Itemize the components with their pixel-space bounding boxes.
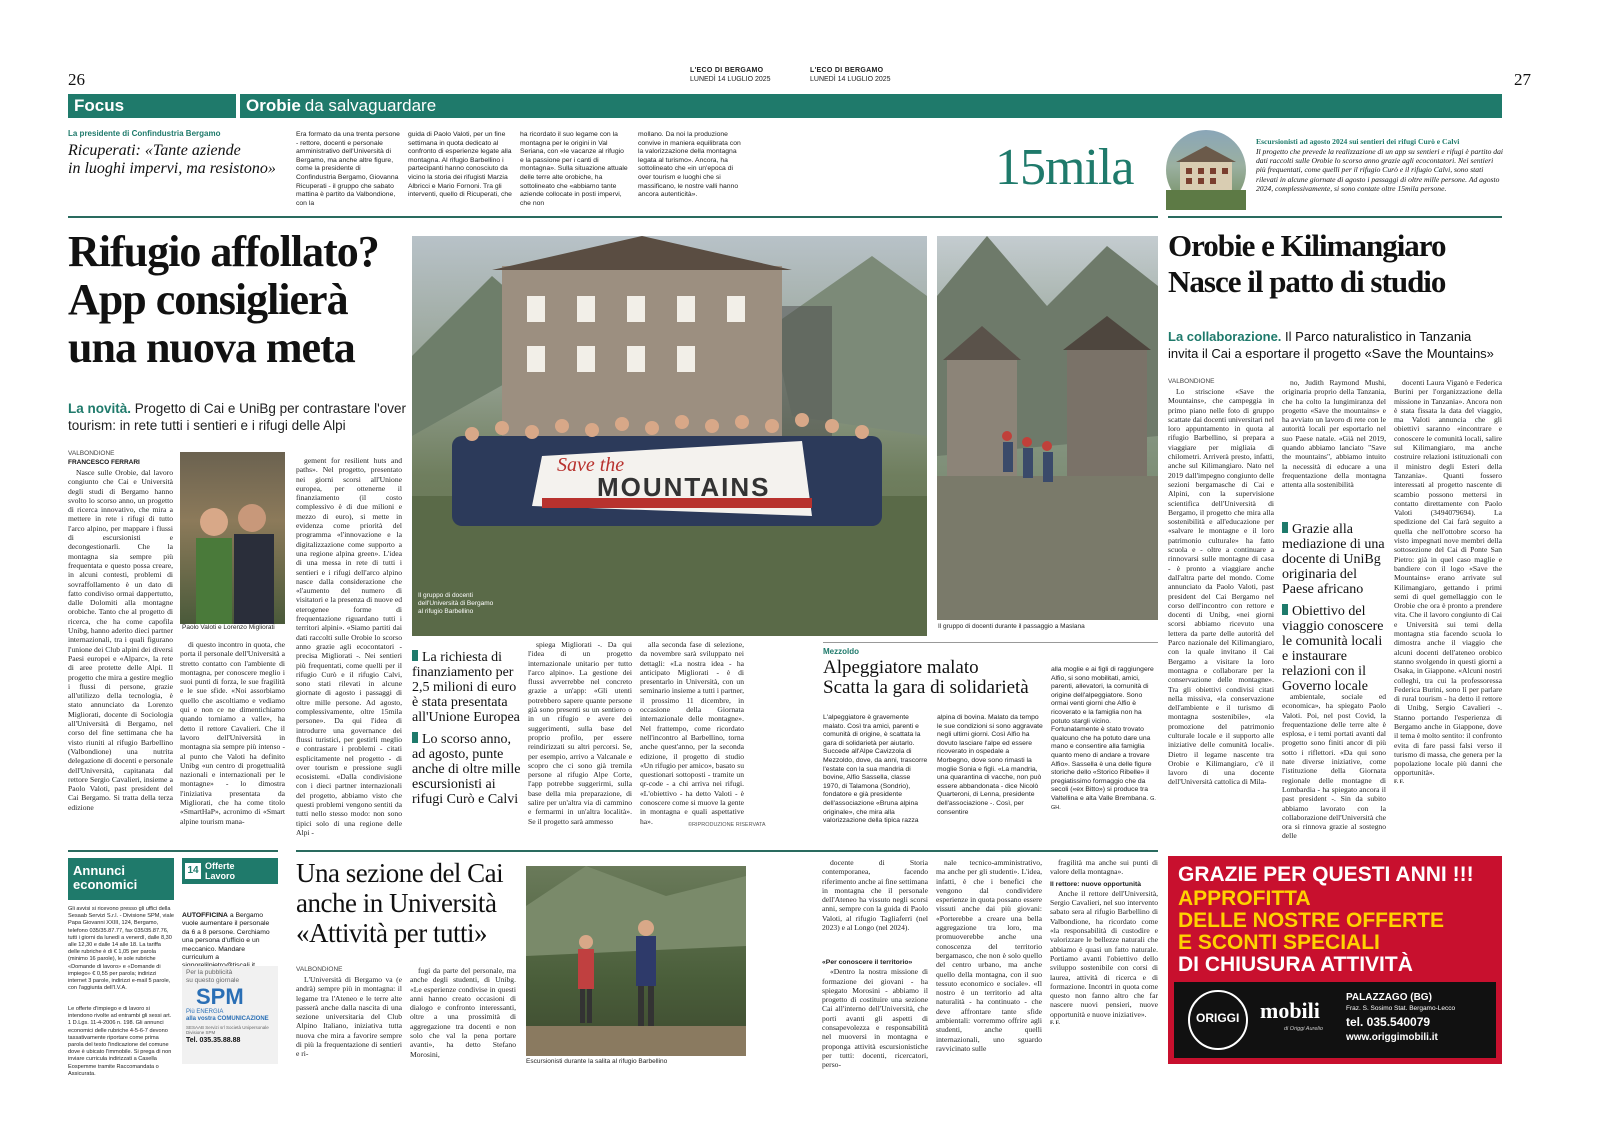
spm-tagline	[182, 1009, 278, 1023]
headline-line: Una sezione del Cai	[296, 858, 504, 888]
paragraph: L'Università di Bergamo va (e andrà) sempre più in montagna: il legame tra l'Ateneo e le terre alte passerà anche dalla nascita di una sezione universitaria del Club Alpino Italiano, iniziativa tutta nuova che mira a favorire sempre di più la frequentazione di sentieri e ri-	[296, 975, 402, 1059]
page-number-right: 27	[1514, 70, 1531, 89]
subheading: Il rettore: nuove opportunità	[1050, 880, 1142, 888]
headline-line: Nasce il patto di studio	[1168, 264, 1446, 299]
top-strip-col2: guida di Paolo Valoti, per un fine settimana in quota dedicato al confronto di esperienze legate alla montagna. Al rifugio Barbellino i partecipanti hanno conosciuto da vicino la storia dei rifugisti Marzia Albricci e Mario Fornoni. Tra gli interventi, quello di Ricuperati, che	[408, 131, 512, 199]
uni-col3	[822, 858, 928, 958]
main-author: FRANCESCO FERRARI	[68, 459, 140, 466]
quote-marker	[1282, 604, 1288, 615]
caption-line: al rifugio Barbellino	[418, 608, 474, 615]
top-strip-title	[68, 142, 288, 178]
kili-lead	[1168, 328, 1502, 362]
lead-text: Il Parco naturalistico in Tanzania invita il Cai a esportare il progetto «Save the Mountains»	[1168, 329, 1494, 361]
title-line: economici	[73, 877, 138, 892]
group-photo	[412, 236, 927, 636]
kili-col3	[1394, 378, 1502, 830]
ad-town: PALAZZAGO (BG)	[1346, 992, 1432, 1003]
headline-line: App consiglierà	[68, 275, 348, 324]
annunci-text2: Le offerte d'impiego e di lavoro si intendono rivolte ad entrambi gli sessi art. 1 D.Lgs. 11-4-2006 n. 198. Gli annunci economici delle rubriche 4-5-6-7 devono tassativamente riportare come prima parola del testo l'indicazione del comune dove è ubicato l'immobile. Si prega di non inviare curricula indirizzati a Casella Eospemme tramite Raccomandata o Assicurata.	[68, 1006, 172, 1077]
hikers-caption: Escursionisti durante la salita al rifugio Barbellino	[526, 1058, 668, 1065]
title-line: Alpeggiatore malato	[823, 657, 979, 678]
headline-line: una nuova meta	[68, 323, 355, 372]
mezzoldo-col2: alpina di bovina. Malato da tempo le sue condizioni si sono aggravate negli ultimi giorni. Così Alfio ha dovuto lasciare l'alpe ed essere ricoverato in ospedale a Morbegno, dove sono rimasti la moglie Sonia e figli. «La mandria, una quarantina di vacche, non può essere abbandonata - dice Nicolò Quarteroni, di Lenna, presidente dell'associazione -. Così, per consentire	[937, 714, 1043, 816]
signature: F. F.	[1394, 778, 1404, 785]
uni-col3b	[822, 958, 928, 1070]
uni-col5	[1050, 858, 1158, 1066]
section-band-topic	[240, 94, 1502, 118]
masthead-left	[690, 66, 771, 84]
spm-tag: Più ENERGIA	[186, 1009, 224, 1015]
spm-intro	[182, 966, 278, 985]
paragraph: no, Judith Raymond Mushi, originaria proprio della Tanzania, che ha colto la lungimiranza del progetto «Save the mountains» e ha avviato un lavoro di rete con le autorità locali per esportarlo nel suo Paese natale. «Già nel 2019, quando abbiamo lanciato "Save the mountains", abbiamo intuito la necessità di educare a una frequentazione della montagna attenta alla sostenibilità	[1282, 378, 1386, 490]
uni-dateline: VALBONDIONE	[296, 966, 343, 973]
ad-line-2: APPROFITTA	[1178, 887, 1311, 910]
main-headline	[68, 228, 408, 372]
headline-line: Rifugio affollato?	[68, 227, 379, 276]
rubric-header	[182, 858, 278, 884]
top-strip-col3: ha ricordato il suo legame con la montagna per le origini in Val Seriana, con «le vacanze al rifugio e la passione per i canti di montagna». Sulla situazione attuale delle terre alte orobiche, ha sottolineato che «abbiamo tante aziende collocate in posti impervi, che non	[520, 131, 628, 207]
topic-rest: da salvaguardare	[304, 96, 437, 115]
mezzoldo-col3	[1051, 666, 1157, 830]
quote-text: La richiesta di finanziamento per 2,5 milioni di euro è stata presentata all'Unione Europea	[412, 650, 520, 725]
divider-top-right	[1168, 216, 1502, 218]
kili-headline	[1168, 228, 1502, 300]
paragraph: Lo striscione «Save the Mountains», che campeggia in primo piano nelle foto di gruppo scattate dai docenti universitari nel loro appuntamento in quota al rifugio Barbellino, si prepara a viaggiare per migliaia di chilometri. Arriverà presto, infatti, anche sul Kilimangiaro. Nato nel 2019 dall'impegno congiunto delle sezioni bergamasche di Cai e Alpini, con la supervisione scientifica dell'Università di Bergamo, il progetto che mira alla sostenibilità e all'educazione per «salvare le montagne e il loro patrimonio culturale» ha fatto scuola e - oltre a continuare a rinnovarsi sulle montagne di casa - è pronto a viaggiare anche dall'altra parte del mondo. Come annunciato da Paolo Valoti, past president del Cai Bergamo nel corso dell'incontro con rettore e docenti di Unibg, «nei giorni scorsi abbiamo ricevuto una lettera da parte delle autorità del Parco nazionale del Kilimangiaro, con la quale invitano il Cai Bergamo a visitare la loro montagna e collaborare per la conservazione delle montagne». Tra gli obiettivi condivisi citati nella missiva, «la conservazione dell'ambiente e il turismo di montagna sostenibile», «la promozione del patrimonio culturale locale e il supporto alle iniziative delle comunità locali». Dietro il legame nascente tra Orobie e Kilimangiaro, c'è il lavoro di una docente dell'Università cattolica di Mila-	[1168, 387, 1274, 787]
paragraph: ambientale, sociale ed economica», ha spiegato Paolo Valoti. Poi, nel post Covid, la frequentazione delle terre alte è esplosa, e i temi portati avanti dal progetto sono finiti ancor di più sotto i riflettori. «Da qui sono nate diverse iniziative, come l'istituzione della Giornata regionale delle montagne di Lombardia - ha spiegato ancora il past president -. Sin da subito abbiamo lavorato con la collaborazione dell'Università che ora si rinnova grazie al sostegno delle	[1282, 692, 1386, 841]
ad-web[interactable]: www.origgimobili.it	[1346, 1032, 1438, 1043]
group-photo-illustration	[412, 236, 927, 636]
subheading: «Per conoscere il territorio»	[822, 959, 913, 966]
rubric-line: Offerte	[205, 861, 235, 871]
hikers-illustration	[526, 866, 746, 1056]
main-col2	[180, 640, 285, 830]
masthead-date: LUNEDÌ 14 LUGLIO 2025	[690, 76, 771, 83]
ad-brand-1: ORIGGI	[1196, 1011, 1240, 1025]
title-line: Ricuperati: «Tante aziende	[68, 142, 241, 159]
ad-address: Fraz. S. Sosimo Stat. Bergamo-Lecco	[1346, 1005, 1456, 1012]
paragraph: gement for resilient huts and paths». Nel progetto, presentato nei giorni scorsi all'Unione europea, per ottenerne il finanziamento (il costo complessivo è di due milioni e mezzo di euro), si mette in evidenza come priorità del programma «l'innovazione e la digitalizzazione come supporto a una regione alpina green». L'idea di una messa in rete di tutti i sentieri e i rifugi dell'arco alpino nasce dalla considerazione che «l'aumento del numero di visitatori e la presenza di nuove ed eterogenee forme di frequentazione riguardano tutti i territori alpini». «Siamo partiti dai dati raccolti sulle Orobie lo scorso anno grazie agli ecocontatori - precisa Migliorati -. Nei sentieri più frequentati, come quelli per il rifugio Curò e il rifugio Calvi, sono stati rilevati in alcune giornate di agosto i passaggi di oltre mille persone. Ad agosto, complessivamente, oltre 15mila persone». Da qui l'idea di introdurre una governance dei flussi turistici, per gestirli meglio e contrastare i problemi - citati esplicitamente nel progetto - di over tourism e pressione sugli ecosistemi. «Dalla condivisione con i dieci partner internazionali del progetto, abbiamo visto che questi problemi vengono sentiti da tutti nello stesso modo: non sono tipici solo di una regione delle Alpi -	[296, 456, 402, 837]
rubric-number: 14	[185, 863, 201, 879]
paragraph: nale tecnico-amministrativo, ma anche per gli studenti». L'idea, infatti, è che i benefici che vengono dal condividere esperienze in quota possano essere vissuti anche dai più giovani: «Porterebbe a creare una bella aggregazione tra loro, ma promuoverebbe anche una conoscenza del territorio bergamasco, che non è solo quello del centro urbano, ma anche quello della montagna, con il suo tessuto economico e sociale». «Il nostro è un territorio ad alta naturalità - ha continuato - che deve affrontare tante sfide ambientali: vorremmo offrire agli studenti, anche quelli internazionali, uno sguardo ravvicinato sulle	[936, 858, 1042, 1053]
kili-dateline: VALBONDIONE	[1168, 378, 1215, 385]
divider-mezzoldo	[823, 642, 1158, 643]
annunci-text1: Gli avvisi si ricevono presso gli uffici della Sesaab Servizi S.r.l. - Divisione SPM, viale Papa Giovanni XXIII, 124, Bergamo, telefono 035/35.87.77, fax 035/35.87.76, tutti i giorni da lunedì a venerdì, dalle 8,30 alle 12,30 e dalle 14 alle 18. La tariffa delle rubriche è di € 1,05 per parola (minimo 16 parole), le sole rubriche «Domande di lavoro» e «Domande di impiego» € 0,55 per parola; indirizzi internet 3 parole, indirizzi e-mail 5 parole, con l'aggiunta dell'I.V.A.	[68, 906, 175, 992]
caption-line: Il gruppo di docenti	[418, 592, 473, 599]
job-ad-bold: AUTOFFICINA	[182, 912, 228, 919]
masthead-date: LUNEDÌ 14 LUGLIO 2025	[810, 76, 891, 83]
annunci-header	[68, 858, 174, 900]
title-line: Annunci	[73, 863, 125, 878]
ad-phone: tel. 035.540079	[1346, 1015, 1431, 1029]
maslana-caption: Il gruppo di docenti durante il passaggio a Maslana	[938, 623, 1085, 630]
maslana-photo	[937, 236, 1158, 620]
stat-text: Il progetto che prevede la realizzazione di un app su sentieri e rifugi è partito dai dati raccolti sulle Orobie lo scorso anno grazie agli ecocontatori. Nei sentieri più frequentati, come quelli per il rifugio Curò e il rifugio Calvi, sono stati rilevati in alcune giornate di agosto i passaggi di oltre mille persone. Ad agosto 2024, complessivamente, si sono contate oltre 15mila persone.	[1256, 147, 1503, 193]
ad-line-5: DI CHIUSURA ATTIVITÀ	[1178, 953, 1413, 976]
paragraph: docenti Laura Viganò e Federica Burini per l'organizzazione della missione in Tanzania». Ancora non è stata fissata la data del viaggio, ma Valoti annuncia che gli obiettivi saranno «incontrare e conoscere le comunità locali, salire sul Kilimangiaro, ma anche costruire relazioni istituzionali con il ministro degli Esteri della Tanzania». Quanti fossero interessati al progetto nascente di scambio possono mettersi in contatto direttamente con Paolo Valoti (3494079694). La spedizione del Cai farà seguito a quella che nell'ottobre scorso ha visto impegnati nove membri della sottosezione del Cai di Ponte San Pietro: già in quel caso maglie e bandiere con il logo «Save the Mountains» erano arrivate sul Kilimangiaro, gettando i primi semi di quel gemellaggio con le Orobie che ora è pronto a prendere vita. Che il lavoro congiunto di Cai e Università sui temi della montagna stia facendo scuola lo dimostra anche il viaggio che alcuni docenti dell'ateneo orobico stanno svolgendo in questi giorni a Osaka, in Giappone. «Alcuni nostri colleghi, tra cui la professoressa Federica Burini, sono lì per parlare di rural tourism - ha detto il rettore di Unibg, Sergio Cavalieri -. Stanno portando l'esperienza di Bergamo anche in Giappone, dove il tema è molto sentito: il confronto evita di fare passi falsi verso il turismo di massa, che genera per la popolazione locale più danni che opportunità».	[1394, 378, 1502, 778]
masthead-paper: L'ECO DI BERGAMO	[690, 67, 764, 74]
rubric-line: Lavoro	[205, 871, 236, 881]
main-col5	[640, 640, 744, 826]
kili-col2	[1282, 378, 1386, 514]
kili-col1	[1168, 387, 1274, 831]
hikers-photo	[526, 866, 746, 1056]
uni-col2	[410, 966, 516, 1066]
masthead-right	[810, 66, 891, 84]
kili-quote-1	[1282, 522, 1386, 597]
paragraph: Nasce sulle Orobie, dal lavoro congiunto che Cai e Università degli studi di Bergamo hanno svolto lo scorso anno, un progetto di ricerca innovativo, che mira a mettere in rete i rifugi di tutto l'arco alpino, per mappare i flussi di escursionisti e decongestionarli. Che la montagna sia sempre più frequentata e questo possa creare, in alcuni contesti, problemi di sovraffollamento è un dato di fatto condiviso ormai dappertutto, dalle Dolomiti alla montagne orobiche. Tanto che al progetto di ricerca, che ha come capofila Unibg, hanno aderito dieci partner internazionali, tra i quali figurano l'unione dei Club alpini dei diversi Paesi europei e «Alparc», la rete di aree protette delle Alpi. Il progetto che mira a gestire meglio i flussi di persone, grazie all'utilizzo della tecnologia, è stato annunciato da Lorenzo Migliorati, docente di Sociologia all'Università di Bergamo, nel corso del fine settimana che ha visto riuniti al rifugio Barbellino (Valbondione) una nutrita delegazione di docenti e personale dell'Università, capitanata dal rettore Sergio Cavalieri, insieme a Paolo Valoti, past president del Cai Bergamo. Si tratta della terza edizione	[68, 468, 173, 812]
main-dateline: VALBONDIONE	[68, 450, 115, 457]
spm-small: SESAAB Servizi srl Società Unipersonale Divisione SPM	[186, 1025, 269, 1035]
uni-col4	[936, 858, 1042, 1066]
title-line: in luoghi impervi, ma resistono»	[68, 160, 276, 177]
mezzoldo-kicker: Mezzoldo	[823, 647, 859, 656]
paragraph: «Dentro la nostra missione di formazione dei giovani - ha spiegato Morosini - abbiamo il progetto di costituire una sezione Cai all'interno dell'Università, che porti avanti gli aspetti di consapevolezza e responsabilità nel muoversi in montagna e proponga attività escursionistiche per tutti: docenti, ricercatori, perso-	[822, 967, 928, 1070]
annunci-title	[68, 858, 174, 892]
main-col4	[528, 640, 632, 830]
uni-col1	[296, 975, 402, 1067]
page-number-left: 26	[68, 70, 85, 89]
quote-marker	[1282, 522, 1288, 533]
pull-quote-2	[412, 732, 524, 807]
portrait-illustration	[180, 452, 285, 624]
stat-number: 15mila	[995, 139, 1134, 196]
quote-text: Obiettivo del viaggio conoscere le comunità locali e instaurare relazioni con il Governo locale	[1282, 604, 1384, 694]
quote-marker	[412, 650, 418, 661]
portrait-photo	[180, 452, 285, 624]
ad-line-4: E SCONTI SPECIALI	[1178, 931, 1380, 954]
refuge-illustration	[1166, 130, 1246, 210]
divider-bottom-left	[68, 850, 278, 852]
signature: F. F.	[1050, 1020, 1060, 1027]
paragraph: fragilità ma anche sui punti di valore della montagna».	[1050, 858, 1158, 877]
lead-bold: La collaborazione.	[1168, 329, 1282, 344]
quote-marker	[412, 732, 418, 743]
paragraph: alla moglie e ai figli di raggiungere Alfio, si sono mobilitati, amici, parenti, allevatori, la comunità di origine dell'alpeggiatore. Sono ormai venti giorni che Alfio è ricoverato e la famiglia non ha potuto stargli vicino. Fortunatamente è stato trovato qualcuno che ha potuto dare una mano e consentire alla famiglia quanto meno di andare a trovare Alfio». Sassella è una delle figure storiche dello «Storico Ribelle» il pregiatissimo formaggio che da secoli («ex Bitto») si produce tra Valtellina e alta Valle Brembana.	[1051, 666, 1154, 802]
spm-line: su questo giornale	[186, 977, 240, 984]
paragraph: spiega Migliorati -. Da qui l'idea di un progetto internazionale unitario per tutto l'arco alpino». La gestione dei flussi avverrebbe nel concreto grazie a un'app: «Gli utenti potrebbero sapere quante persone già sono presenti su un sentiero o in un rifugio e avere dei suggerimenti, sulla base del proprio profilo, per essere reindirizzati su altri percorsi. Se, per esempio, arrivo a Valcanale e scopro che ci sono già tremila persone al rifugio Alpe Corte, l'app potrebbe suggerirmi, sulla base della mia preparazione, di salire per un'altra via di cammino e fermarmi in un'altra località». Se il progetto sarà ammesso	[528, 640, 632, 826]
rubric-title	[205, 861, 235, 881]
main-col3	[296, 456, 402, 837]
divider-top	[68, 216, 1158, 218]
lead-text: Progetto di Cai e UniBg per contrastare l'over tourism: in rete tutti i sentieri e i rifugi delle Alpi	[68, 401, 406, 433]
top-strip-col4: mollano. Da noi la produzione convive in maniera equilibrata con la valorizzazione della montagna legata al turismo». Ancora, ha sottolineato che «in un'epoca di over tourism e luoghi che si massificano, le nostre valli hanno ancora autenticità».	[638, 131, 741, 199]
headline-line: anche in Università	[296, 888, 497, 918]
spm-tag: alla vostra COMUNICAZIONE	[186, 1016, 269, 1022]
masthead-paper: L'ECO DI BERGAMO	[810, 67, 884, 74]
ad-brand-2: mobili	[1260, 998, 1320, 1023]
paragraph: alla seconda fase di selezione, da novembre sarà sviluppato nei dettagli: «La nostra idea - ha anticipato Migliorati - è di presentarlo in Università, con un seminario insieme a tutti i partner, il prossimo 11 dicembre, in occasione della Giornata internazionale delle montagne». Nel frattempo, come ricordato nell'incontro al Barbellino, torna anche quest'anno, per la seconda edizione, il progetto di studio «Un rifugio per amico», basato su questionari sottoposti - tramite un qr-code - a chi arriva nei rifugi. «L'obiettivo - ha detto Valoti - è conoscere come si muove la gente in montagna e quali aspettative ha».	[640, 640, 744, 826]
signature: G. GH.	[1051, 795, 1156, 811]
paragraph: di questo incontro in quota, che porta il personale dell'Università a stretto contatto con l'ambiente di montagna, per conoscere meglio i suoi punti di forza, le sue fragilità e le sue sfide. «Noi assorbiamo quello che ascoltiamo e vediamo qui e non ce ne dimentichiamo quando torniamo a valle», ha detto il rettore Cavalieri. Che il lavoro dell'Università in montagna sia sempre più intenso - al punto che Valoti ha definito Unibg «un centro di progettualità nazionali e internazionali per le montagne» - lo dimostra l'iniziativa presentata da Migliorati, che ha come titolo «SmartHaP», acronimo di «Smart alpine tourism mana-	[180, 640, 285, 826]
top-strip-col1: Era formato da una trenta persone - rettore, docenti e personale amministrativo dell'Università di Bergamo, ma anche altre figure, come la presidente di Confindustria Bergamo, Giovanna Ricuperati - il gruppo che sabato mattina è partito da Valbondione, con la	[296, 131, 400, 207]
section-band-focus	[68, 94, 236, 118]
caption-line: dell'Università di Bergamo	[418, 600, 494, 607]
headline-line: Orobie e Kilimangiaro	[1168, 228, 1446, 263]
lead-bold: La novità.	[68, 401, 132, 416]
title-line: Scatta la gara di solidarietà	[823, 677, 1029, 698]
spm-line: Per la pubblicità	[186, 969, 233, 976]
spm-logo: SPM	[196, 984, 244, 1009]
topic-bold: Orobie	[246, 96, 301, 115]
divider-bottom-mid	[296, 850, 1158, 852]
section-label: Focus	[74, 96, 125, 115]
copyright: ©RIPRODUZIONE RISERVATA	[688, 822, 766, 828]
main-col1	[68, 468, 173, 830]
job-ad	[182, 912, 278, 971]
ad-line-3: DELLE NOSTRE OFFERTE	[1178, 909, 1445, 932]
kili-quote-2	[1282, 604, 1386, 694]
maslana-illustration	[937, 236, 1158, 620]
spm-phone: Tel. 035.35.88.88	[186, 1037, 241, 1044]
kili-col2b	[1282, 692, 1386, 841]
portrait-caption: Paolo Valoti e Lorenzo Migliorati	[182, 624, 275, 631]
banner-save-the: Save the	[557, 454, 625, 476]
refuge-photo	[1166, 130, 1246, 210]
pull-quote-1	[412, 650, 524, 725]
mezzoldo-col1: L'alpeggiatore è gravemente malato. Così tra amici, parenti e comunità di origine, è scattata la gara di solidarietà per aiutarlo. Succede all'Alpe Cavizzola di Mezzoldo, dove, da anni, trascorre l'estate con la sua mandria di bovine, Alfio Sassella, classe 1970, di Talamona (Sondrio), fondatore e già presidente dell'associazione «Bruna alpina originale», che mira alla valorizzazione della tipica razza	[823, 714, 928, 825]
headline-line: «Attività per tutti»	[296, 918, 487, 948]
quote-text: Lo scorso anno, ad agosto, punte anche di oltre mille escursionisti ai rifugi Curò e Calvi	[412, 732, 521, 807]
ad-footer	[1174, 982, 1496, 1058]
job-ad-text: a Bergamo vuole aumentare il personale da 6 a 8 persone. Cerchiamo una persona d'ufficio e un meccanico. Mandare curriculum a	[182, 912, 270, 962]
origgi-advert[interactable]	[1168, 856, 1502, 1064]
ad-line-1: GRAZIE PER QUESTI ANNI !!!	[1178, 863, 1474, 886]
banner-mountains: MOUNTAINS	[597, 472, 771, 502]
paragraph: fugi da parte del personale, ma anche degli studenti, di Unibg. «Le esperienze condivise in questi anni hanno creato occasioni di dialogo e confronto interessanti, oltre a una prossimità di aggregazione tra docenti e non solo che val la pena portare avanti», ha detto Stefano Morosini,	[410, 966, 516, 1059]
quote-text: Grazie alla mediazione di una docente di UniBg originaria del Paese africano	[1282, 522, 1385, 597]
spm-box	[182, 966, 278, 1064]
stat-title: Escursionisti ad agosto 2024 sui sentieri dei rifugi Curò e Calvi	[1256, 137, 1460, 146]
top-strip-kicker: La presidente di Confindustria Bergamo	[68, 129, 221, 138]
paragraph: docente di Storia contemporanea, facendo riferimento anche ai fine settimana in montagna che il personale dell'Ateneo ha vissuto negli scorsi anni, sempre con la guida di Paolo Valoti, al rifugio Tagliaferri (nel 2023) e al Longo (nel 2024).	[822, 858, 928, 933]
paragraph: Anche il rettore dell'Università, Sergio Cavalieri, nel suo intervento sabato sera al rifugio Barbellino di Valbondione, ha ricordato come «la responsabilità di custodire e valorizzare le bellezze naturali che abbiamo è quasi un fatto naturale. Portiamo avanti l'obiettivo dello sviluppo sostenibile con corsi di laurea, attività di ricerca e di formazione. Incontri in quota come questo non fanno altro che far nascere nuovi pensieri, nuove opportunità e nuove iniziative».	[1050, 888, 1158, 1019]
main-lead	[68, 400, 408, 434]
ad-brand-sub: di Origgi Aurelio	[1284, 1026, 1323, 1032]
group-photo-caption	[418, 592, 493, 616]
uni-headline	[296, 858, 516, 948]
